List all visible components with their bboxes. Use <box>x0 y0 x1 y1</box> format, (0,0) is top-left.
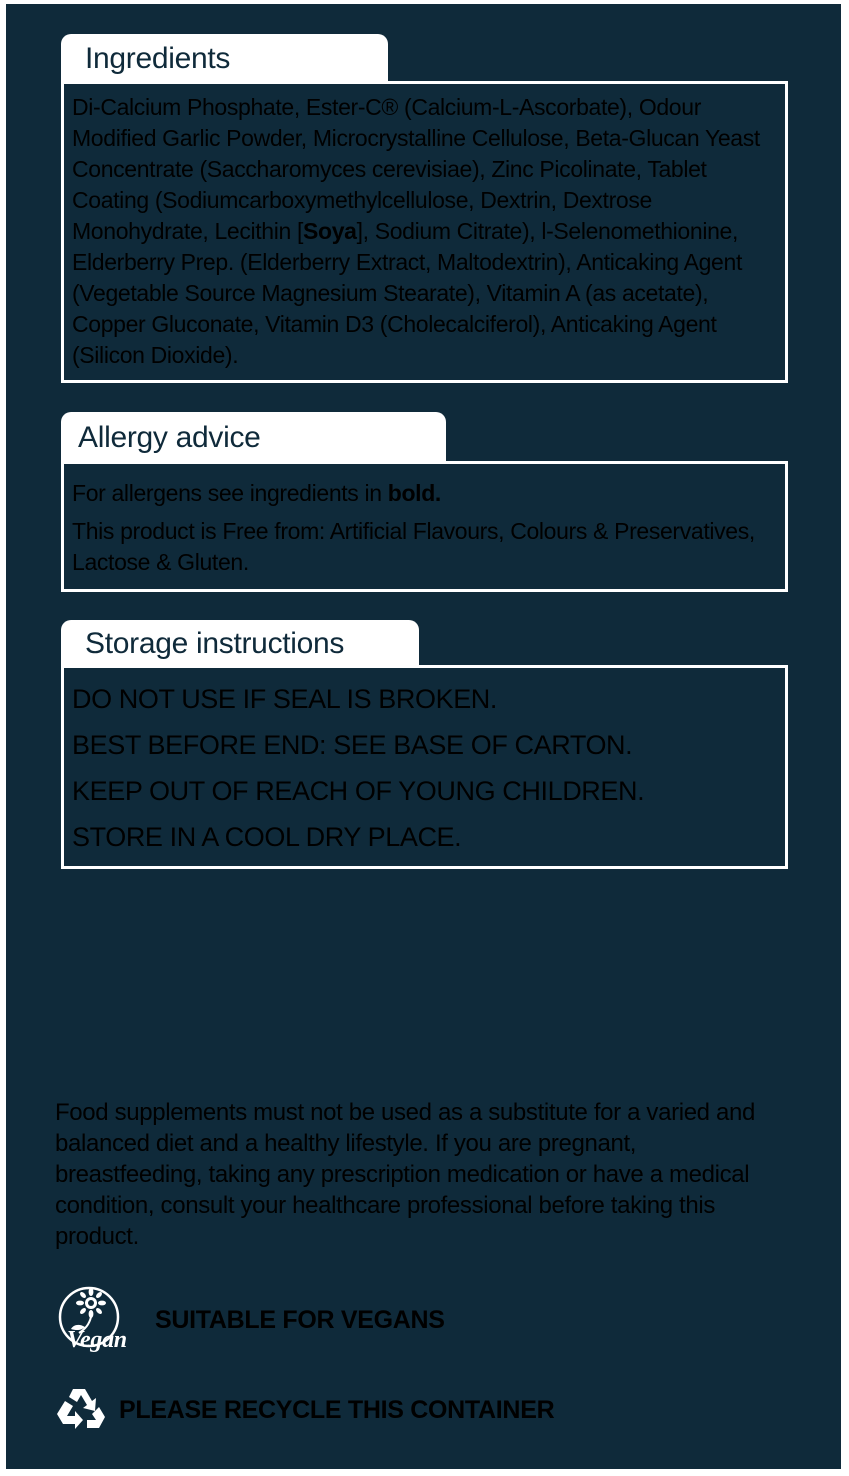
storage-item: BEST BEFORE END: SEE BASE OF CARTON. <box>72 730 633 760</box>
allergy-line-2: This product is Free from: Artificial Flavours, Colours & Preservatives, Lactose & Gluten. <box>72 518 755 575</box>
vegan-logo-text: Vegan <box>67 1327 127 1353</box>
vegan-badge <box>55 1283 445 1357</box>
vegan-label: SUITABLE FOR VEGANS <box>155 1305 445 1334</box>
recycle-label: PLEASE RECYCLE THIS CONTAINER <box>119 1395 555 1424</box>
storage-item: STORE IN A COOL DRY PLACE. <box>72 822 462 852</box>
disclaimer-text: Food supplements must not be used as a substitute for a varied and balanced diet and a healthy lifestyle. If you are pregnant, breastfeeding, taking any prescription medication or have a medical condition, consult your healthcare professional before taking this product. <box>55 1099 755 1250</box>
storage-tab <box>61 620 419 668</box>
allergy-line-1: For allergens see ingredients in bold. <box>72 480 441 506</box>
storage-item: KEEP OUT OF REACH OF YOUNG CHILDREN. <box>72 776 645 806</box>
allergy-text <box>72 478 772 578</box>
ingredients-tab <box>61 34 388 84</box>
ingredients-text: Di-Calcium Phosphate, Ester-C® (Calcium-L-Ascorbate), Odour Modified Garlic Powder, Microcrystalline Cellulose, Beta-Glucan Yeast Concentrate (Saccharomyces cerevisiae), Zinc Picolinate, Tablet Coating (Sodiumcarboxymethylcellulose, Dextrin, Dextrose Monohydrate, Lecithin [Soya], Sodium Citrate), l-Selenomethionine, Elderberry Prep. (Elderberry Extract, Maltodextrin), Anticaking Agent (Vegetable Source Magnesium Stearate), Vitamin A (as acetate), Copper Gluconate, Vitamin D3 (Cholecalciferol), Anticaking Agent (Silicon Dioxide). <box>72 94 760 368</box>
ingredients-title: Ingredients <box>85 42 231 75</box>
recycle-icon <box>55 1385 107 1435</box>
allergy-tab <box>61 412 446 464</box>
allergy-title: Allergy advice <box>78 421 261 454</box>
allergen-soya: Soya <box>303 218 357 244</box>
recycle-badge <box>55 1385 554 1435</box>
storage-title: Storage instructions <box>85 627 345 660</box>
storage-list <box>72 682 772 866</box>
storage-item: DO NOT USE IF SEAL IS BROKEN. <box>72 684 498 714</box>
vegan-sunflower-logo-icon <box>55 1283 147 1357</box>
